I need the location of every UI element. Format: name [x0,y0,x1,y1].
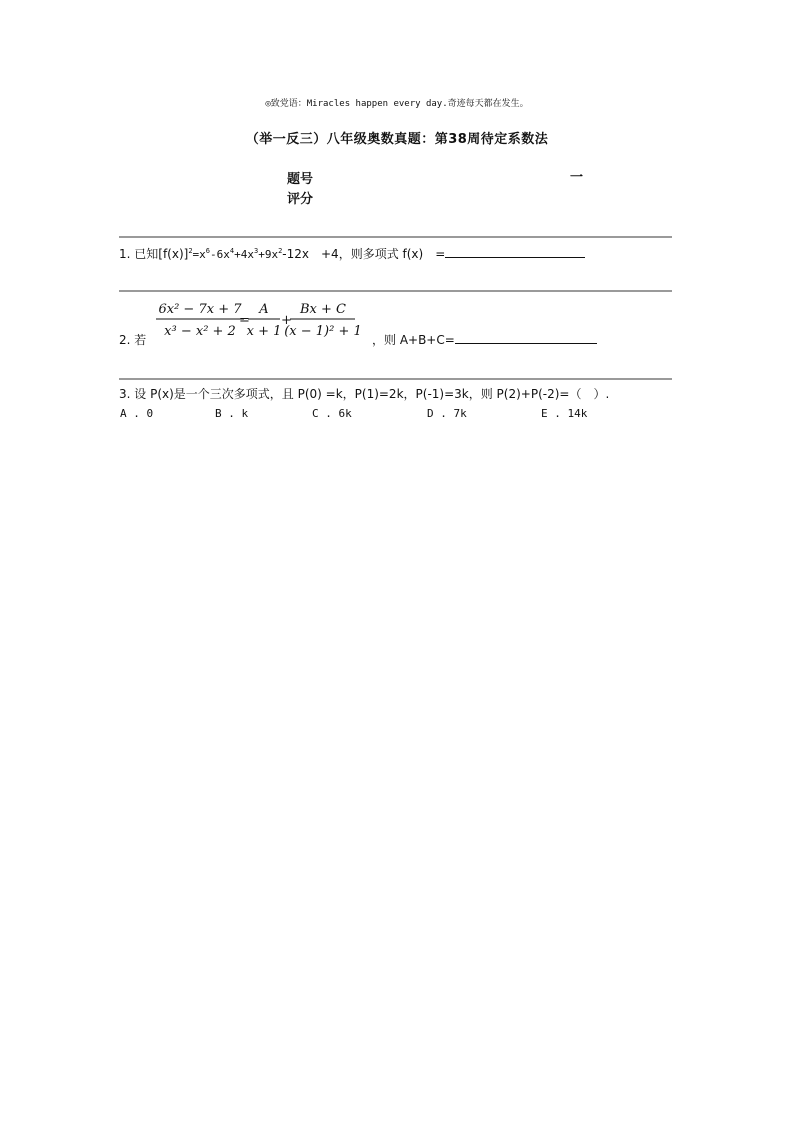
question-2-equation [152,296,367,346]
question-1-prefix: 1. 已知[f(x)] [119,247,189,261]
lhs-denominator: x³ − x² + 2 [164,324,236,339]
question-3-text: 3. 设 P(x)是一个三次多项式，且 P(0) =k，P(1)=2k，P(-1)=3k，则 P(2)+P(-2)=（ ）. [119,387,610,401]
question-2-label [119,331,146,348]
fraction-2-numerator: Bx + C [300,302,346,317]
exponent: 3 [253,247,259,255]
score-table-label-score: 评分 [287,192,314,207]
question-2-suffix [372,331,597,348]
answer-blank-1[interactable] [445,247,585,258]
divider [119,378,672,380]
score-table-column-one: 一 [570,170,584,185]
term: -12x +4，则多项式 f(x) = [282,247,446,261]
term: -6x [210,248,230,261]
plus-sign: + [281,313,292,328]
exponent: 2 [278,247,283,255]
option-e[interactable]: E . 14k [541,407,588,420]
option-c[interactable]: C . 6k [312,407,352,420]
question-1 [119,245,585,262]
term: =x [192,248,206,261]
question-3 [119,385,609,402]
option-b[interactable]: B . k [215,407,249,420]
option-a[interactable]: A . 0 [120,407,154,420]
equals-sign: = [239,313,250,328]
lhs-numerator: 6x² − 7x + 7 [158,302,242,317]
answer-blank-2[interactable] [455,333,597,344]
score-table-label-number: 题号 [287,172,314,187]
term: +4x [234,248,254,261]
question-2-suffix-text: ，则 A+B+C= [372,333,455,347]
fraction-1-denominator: x + 1 [246,324,282,339]
divider [119,290,672,292]
exponent: 6 [205,247,211,255]
exponent: 2 [188,247,193,255]
exponent: 4 [229,247,235,255]
question-2-prefix: 2. 若 [119,333,147,347]
option-d[interactable]: D . 7k [427,407,467,420]
fraction-1-numerator: A [259,302,269,317]
fraction-2-denominator: (x − 1)² + 1 [284,324,362,339]
divider [119,236,672,238]
term: +9x [258,248,279,261]
header-motto: ◎致党语：Miracles happen every day.奇迹每天都在发生。 [265,99,529,109]
page-title: （举一反三）八年级奥数真题：第38周待定系数法 [245,132,549,147]
